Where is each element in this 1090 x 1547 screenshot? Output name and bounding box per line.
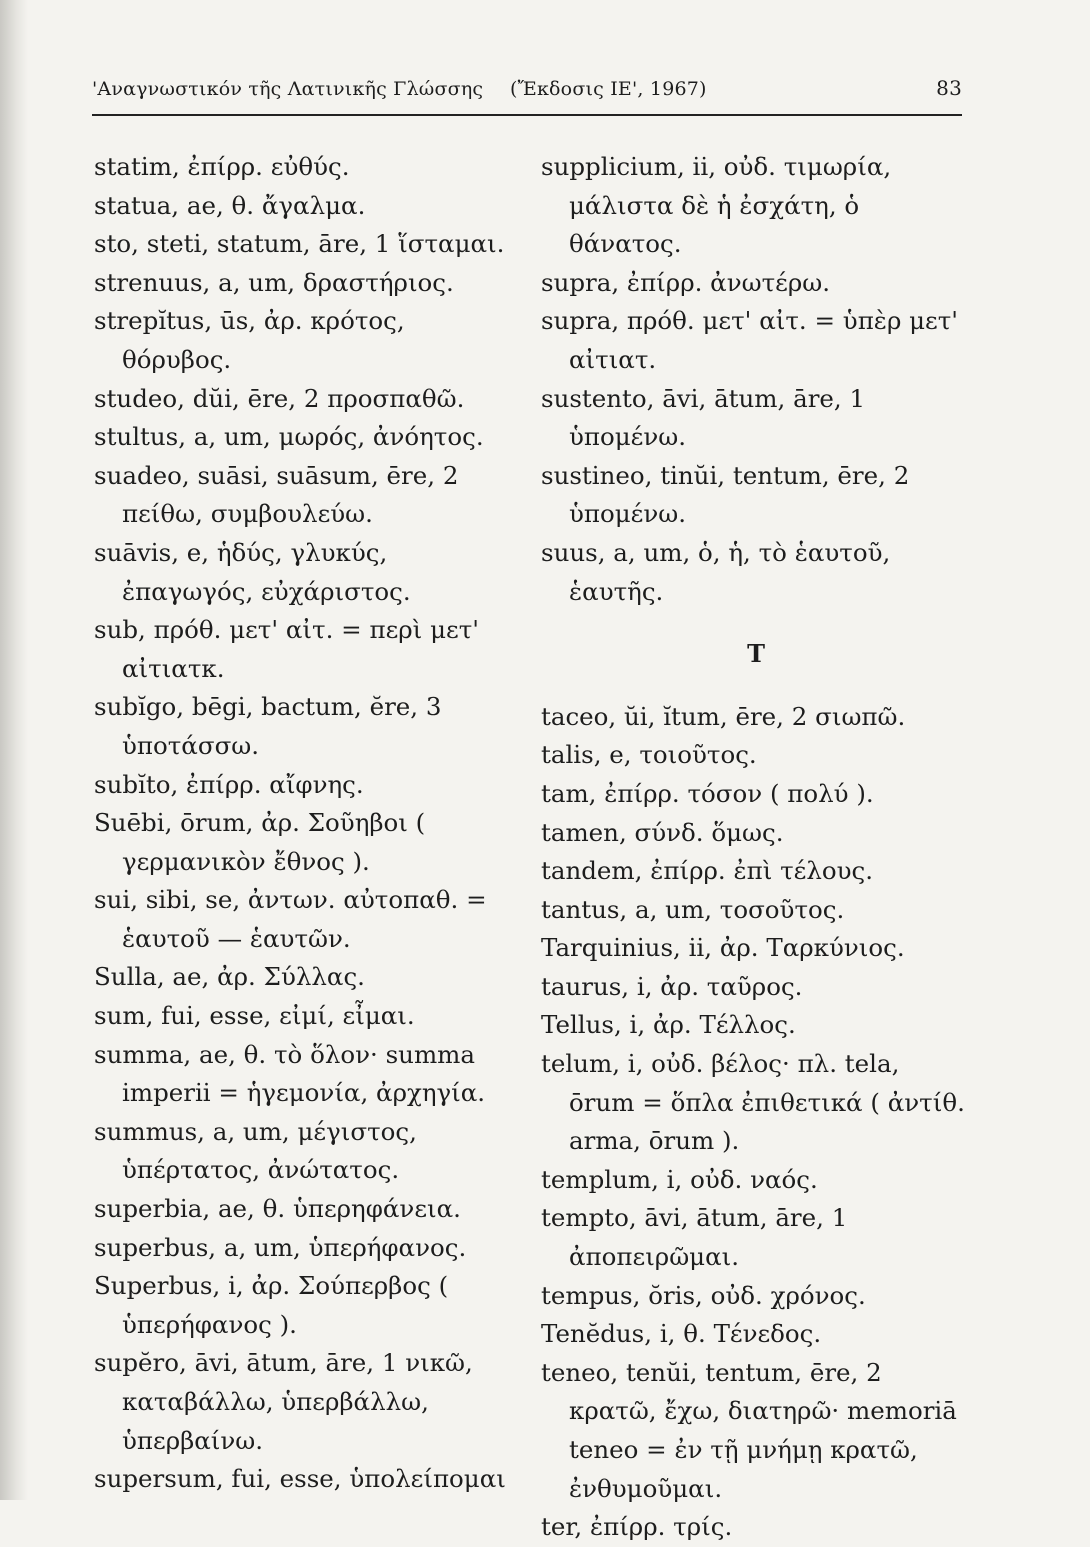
dictionary-entry: sto, steti, statum, āre, 1 ἵσταμαι.: [94, 229, 505, 259]
dictionary-entry: subĭgo, bēgi, bactum, ĕre, 3 ὑποτάσσω.: [94, 692, 442, 760]
dictionary-entry: stultus, a, um, μωρός, ἀνόητος.: [94, 422, 484, 452]
dictionary-entry: tempus, ŏris, οὐδ. χρόνος.: [541, 1280, 866, 1310]
dictionary-entry: suāvis, e, ἡδύς, γλυκύς, ἐπαγωγός, εὐχάριστος.: [94, 537, 411, 606]
dictionary-entry: Superbus, i, ἀρ. Σούπερβος ( ὑπερήφανος ).: [94, 1271, 449, 1339]
dictionary-entry: suadeo, suāsi, suāsum, ēre, 2 πείθω, συμβουλεύω.: [94, 460, 459, 529]
header-rule: [92, 114, 962, 116]
dictionary-entry: statim, ἐπίρρ. εὐθύς.: [94, 152, 350, 181]
right-column: [541, 148, 971, 1547]
dictionary-entry: Tarquinius, ii, ἀρ. Ταρκύνιος.: [541, 933, 905, 963]
dictionary-entry: tantus, a, um, τοσοῦτος.: [541, 894, 845, 924]
dictionary-entry: teneo, tenŭi, tentum, ēre, 2 κρατῶ, ἔχω, διατηρῶ· memoriā teneo = ἐν τῇ μνήμῃ κρατῶ, ἐνθυμοῦμαι.: [541, 1357, 957, 1503]
dictionary-entry: telum, i, οὐδ. βέλος· πλ. tela, ōrum = ὅπλα ἐπιθετικά ( ἀντίθ. arma, ōrum ).: [541, 1049, 965, 1156]
dictionary-entry: superbus, a, um, ὑπερήφανος.: [94, 1232, 467, 1262]
dictionary-entry: suus, a, um, ὁ, ἡ, τὸ ἑαυτοῦ, ἑαυτῆς.: [541, 537, 891, 606]
dictionary-entry: Sulla, ae, ἀρ. Σύλλας.: [94, 962, 365, 992]
dictionary-entry: tamen, σύνδ. ὅμως.: [541, 817, 784, 847]
dictionary-entry: sui, sibi, se, ἀντων. αὐτοπαθ. = ἑαυτοῦ — ἑαυτῶν.: [94, 885, 487, 953]
edition-note: (Ἔκδοσις ΙΕ', 1967): [510, 78, 707, 100]
dictionary-entry: tandem, ἐπίρρ. ἐπὶ τέλους.: [541, 856, 874, 886]
dictionary-entry: strenuus, a, um, δραστήριος.: [94, 267, 454, 297]
dictionary-entry: statua, ae, θ. ἄγαλμα.: [94, 190, 366, 220]
dictionary-entry: supĕro, āvi, ātum, āre, 1 νικῶ, καταβάλλω, ὑπερβάλλω, ὑπερβαίνω.: [94, 1348, 473, 1455]
section-letter-heading: T: [747, 639, 765, 669]
dictionary-entry: tam, ἐπίρρ. τόσον ( πολύ ).: [541, 778, 874, 808]
left-column: [94, 148, 514, 1499]
dictionary-entry: supplicium, ii, οὐδ. τιμωρία, μάλιστα δὲ ἡ ἐσχάτη, ὁ θάνατος.: [541, 152, 892, 259]
page-number: 83: [936, 76, 962, 100]
page-binding-edge: [0, 0, 28, 1500]
dictionary-entry: supra, πρόθ. μετ' αἰτ. = ὑπὲρ μετ' αἰτιατ.: [541, 306, 959, 374]
dictionary-entry: ter, ἐπίρρ. τρίς.: [541, 1512, 733, 1542]
dictionary-entry: subĭto, ἐπίρρ. αἴφνης.: [94, 769, 364, 799]
dictionary-entry: strepĭtus, ūs, ἀρ. κρότος, θόρυβος.: [94, 306, 405, 374]
dictionary-entry: sum, fui, esse, εἰμί, εἶμαι.: [94, 1001, 415, 1031]
dictionary-entry: talis, e, τοιοῦτος.: [541, 740, 757, 770]
book-title: 'Αναγνωστικόν τῆς Λατινικῆς Γλώσσης: [92, 78, 484, 100]
dictionary-entry: sustento, āvi, ātum, āre, 1 ὑπομένω.: [541, 383, 866, 452]
dictionary-entry: sustineo, tinŭi, tentum, ēre, 2 ὑπομένω.: [541, 460, 910, 529]
dictionary-entry: Tenĕdus, i, θ. Τένεδος.: [541, 1319, 822, 1349]
dictionary-entry: taurus, i, ἀρ. ταῦρος.: [541, 971, 803, 1001]
dictionary-entry: taceo, ŭi, ĭtum, ēre, 2 σιωπῶ.: [541, 701, 906, 731]
dictionary-entry: Tellus, i, ἀρ. Τέλλος.: [541, 1010, 796, 1040]
dictionary-entry: tempto, āvi, ātum, āre, 1 ἀποπειρῶμαι.: [541, 1203, 848, 1272]
dictionary-entry: supersum, fui, esse, ὑπολείπομαι: [94, 1464, 506, 1494]
dictionary-entry: studeo, dŭi, ēre, 2 προσπαθῶ.: [94, 383, 465, 413]
dictionary-entry: Suēbi, ōrum, ἀρ. Σοῦηβοι ( γερμανικὸν ἔθνος ).: [94, 808, 426, 876]
dictionary-entry: sub, πρόθ. μετ' αἰτ. = περὶ μετ' αἰτιατκ.: [94, 615, 479, 683]
dictionary-entry: supra, ἐπίρρ. ἀνωτέρω.: [541, 267, 830, 297]
dictionary-entry: summus, a, um, μέγιστος, ὑπέρτατος, ἀνώτατος.: [94, 1116, 417, 1185]
running-header: [92, 72, 962, 112]
dictionary-entry: templum, i, οὐδ. ναός.: [541, 1164, 818, 1194]
dictionary-entry: superbia, ae, θ. ὑπερηφάνεια.: [94, 1194, 461, 1224]
dictionary-entry: summa, ae, θ. τὸ ὅλον· summa imperii = ἡγεμονία, ἀρχηγία.: [94, 1039, 486, 1108]
